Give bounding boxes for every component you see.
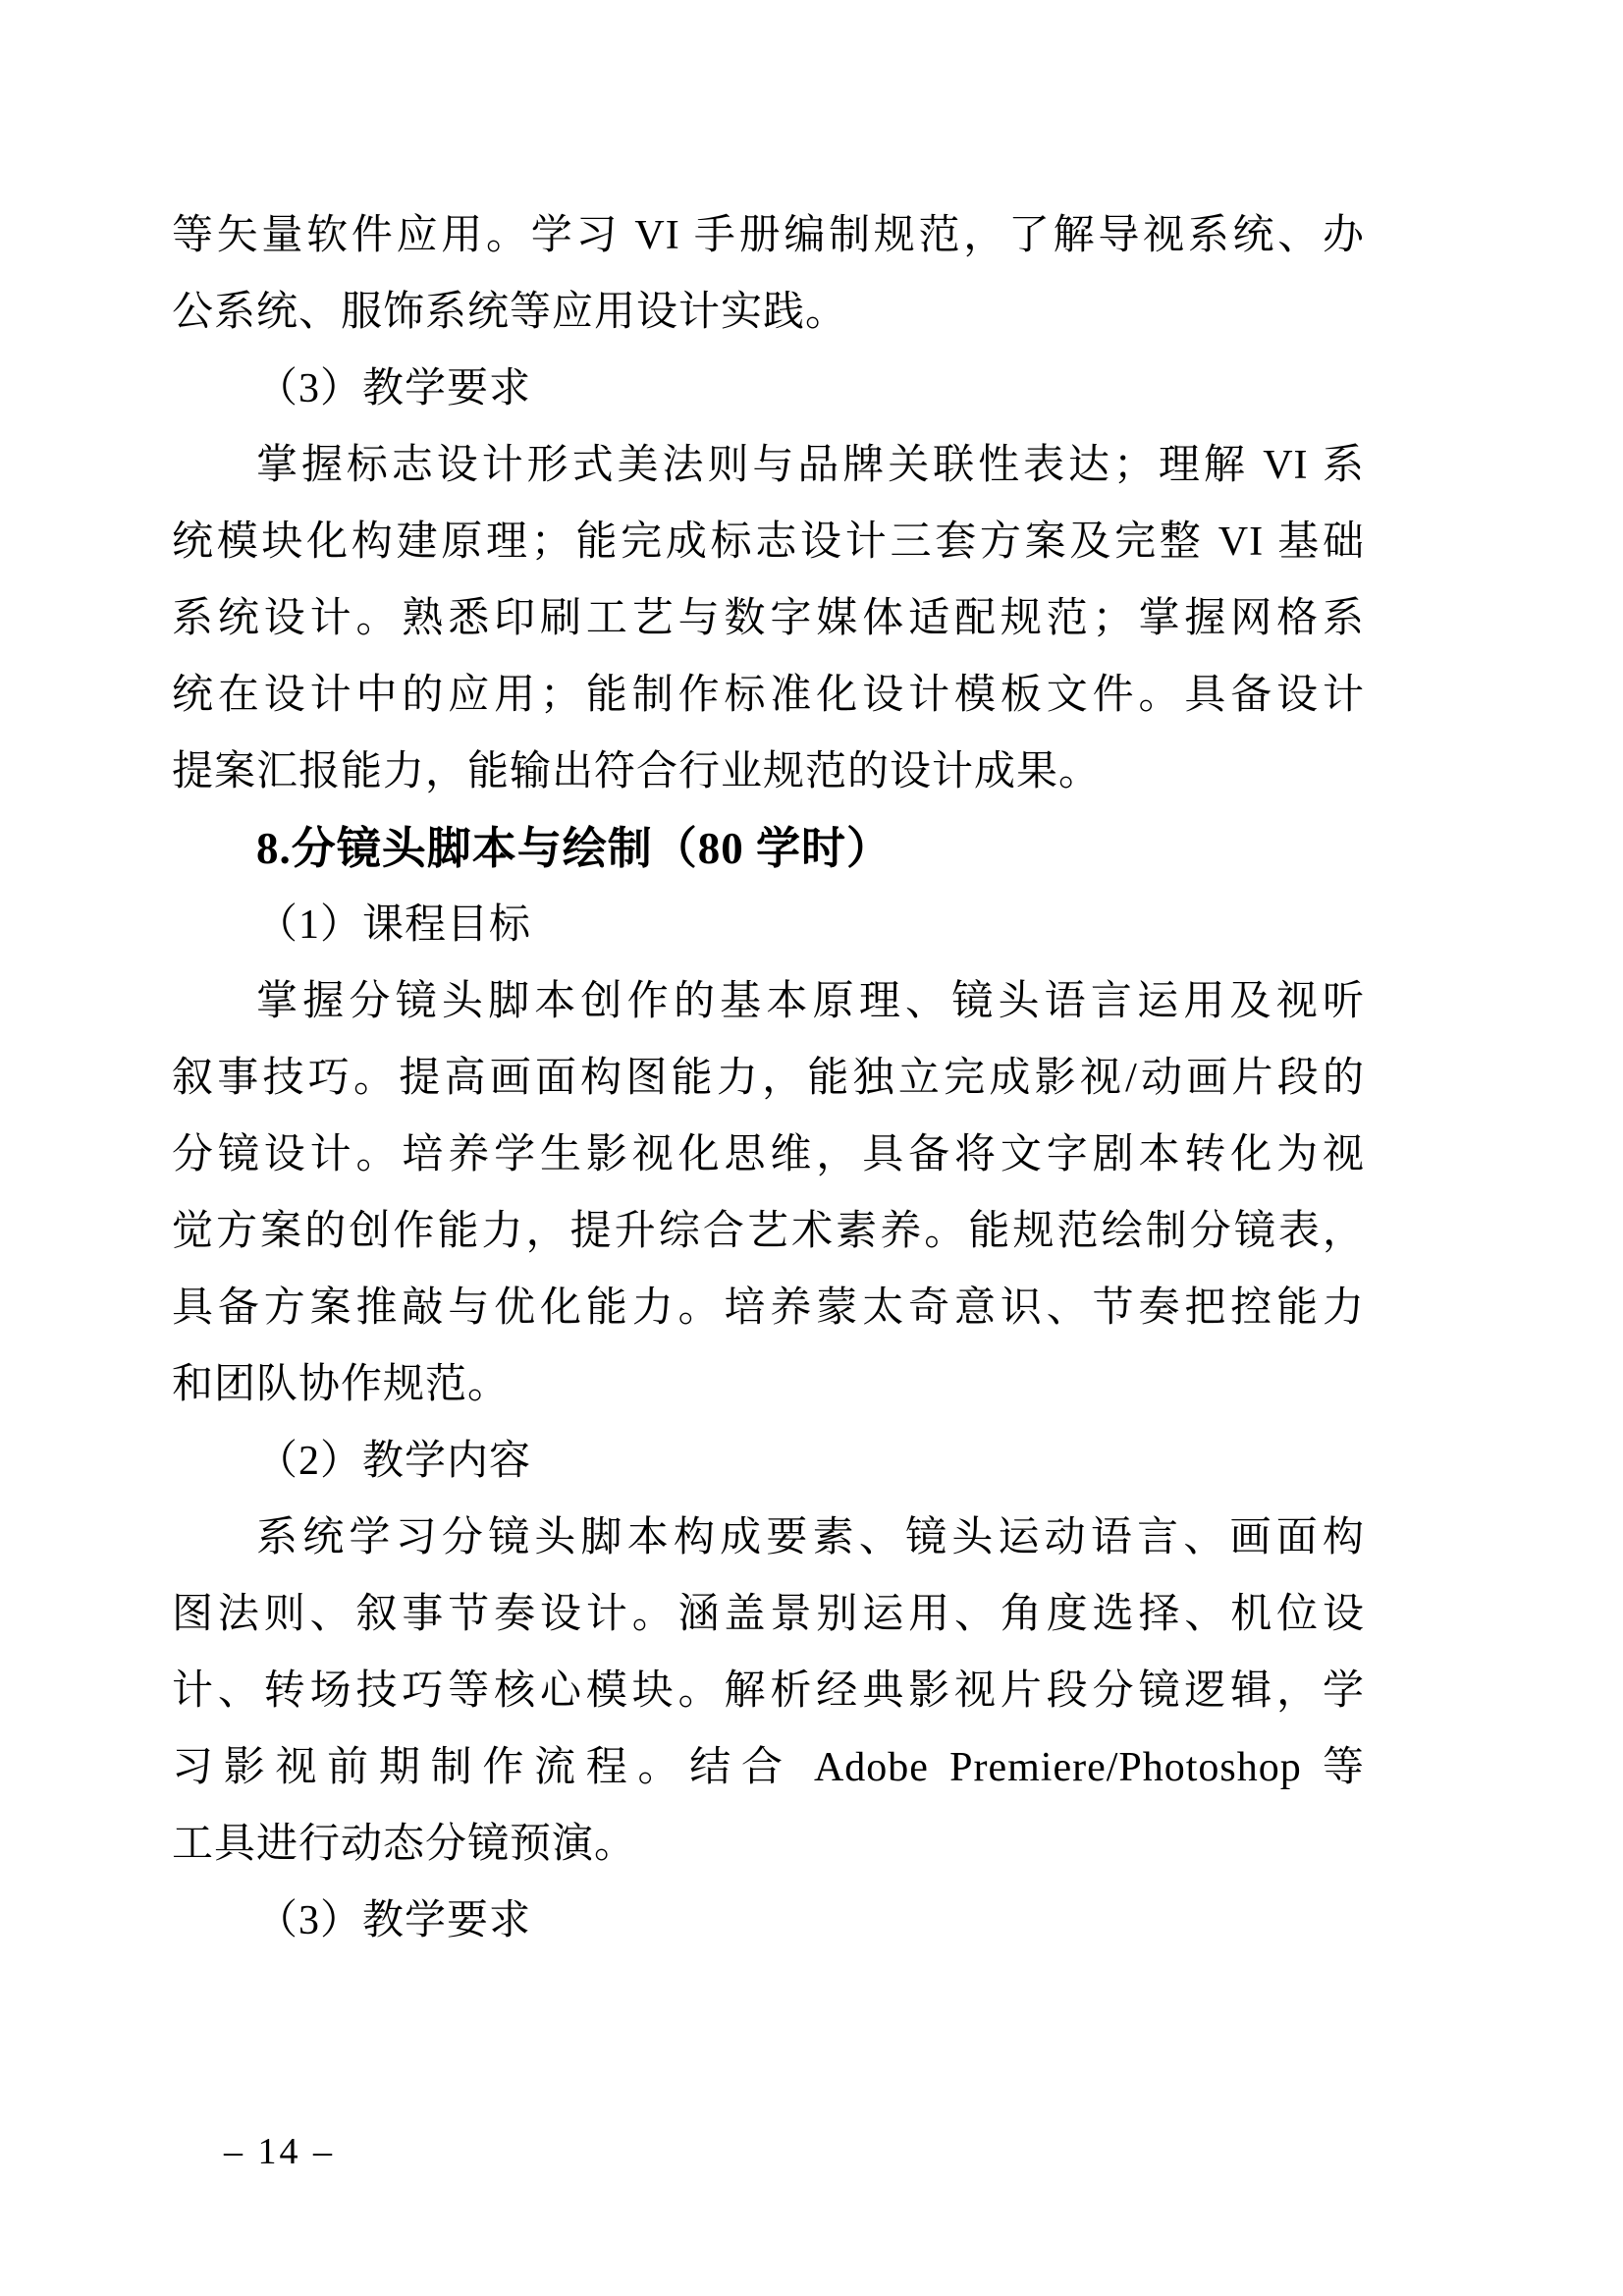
text-line: 系统学习分镜头脚本构成要素、镜头运动语言、画面构 — [256, 1515, 1365, 1560]
document-body — [172, 197, 1365, 1959]
text-line: 分镜设计。培养学生影视化思维，具备将文字剧本转化为视 — [172, 1132, 1365, 1177]
text-line: 公系统、服饰系统等应用设计实践。 — [172, 290, 848, 335]
text-line: 等矢量软件应用。学习 VI 手册编制规范，了解导视系统、办 — [172, 213, 1365, 258]
text-line: 掌握分镜头脚本创作的基本原理、镜头语言运用及视听 — [256, 979, 1365, 1024]
text-line: 叙事技巧。提高画面构图能力，能独立完成影视/动画片段的 — [172, 1056, 1365, 1101]
text-line: 具备方案推敲与优化能力。培养蒙太奇意识、节奏把控能力 — [172, 1285, 1365, 1331]
text-line: 统在设计中的应用；能制作标准化设计模板文件。具备设计 — [172, 673, 1365, 718]
text-line: 工具进行动态分镜预演。 — [172, 1822, 637, 1867]
text-line: （1）课程目标 — [256, 902, 532, 948]
text-line: 计、转场技巧等核心模块。解析经典影视片段分镜逻辑，学 — [172, 1668, 1365, 1714]
text-line: （2）教学内容 — [256, 1439, 532, 1484]
section-heading: 8.分镜头脚本与绘制（80 学时） — [256, 824, 893, 873]
text-line: 习影视前期制作流程。结合 Adobe Premiere/Photoshop 等 — [172, 1745, 1365, 1790]
text-line: 掌握标志设计形式美法则与品牌关联性表达；理解 VI 系 — [256, 443, 1365, 488]
page-number: – 14 – — [224, 2131, 335, 2172]
text-line: 觉方案的创作能力，提升综合艺术素养。能规范绘制分镜表， — [172, 1209, 1365, 1254]
text-line: 提案汇报能力，能输出符合行业规范的设计成果。 — [172, 749, 1102, 794]
text-line: （3）教学要求 — [256, 1898, 532, 1943]
text-line: （3）教学要求 — [256, 366, 532, 411]
text-line: 统模块化构建原理；能完成标志设计三套方案及完整 VI 基础 — [172, 519, 1365, 565]
text-line: 系统设计。熟悉印刷工艺与数字媒体适配规范；掌握网格系 — [172, 596, 1365, 641]
text-line: 图法则、叙事节奏设计。涵盖景别运用、角度选择、机位设 — [172, 1592, 1365, 1637]
text-line: 和团队协作规范。 — [172, 1362, 511, 1407]
